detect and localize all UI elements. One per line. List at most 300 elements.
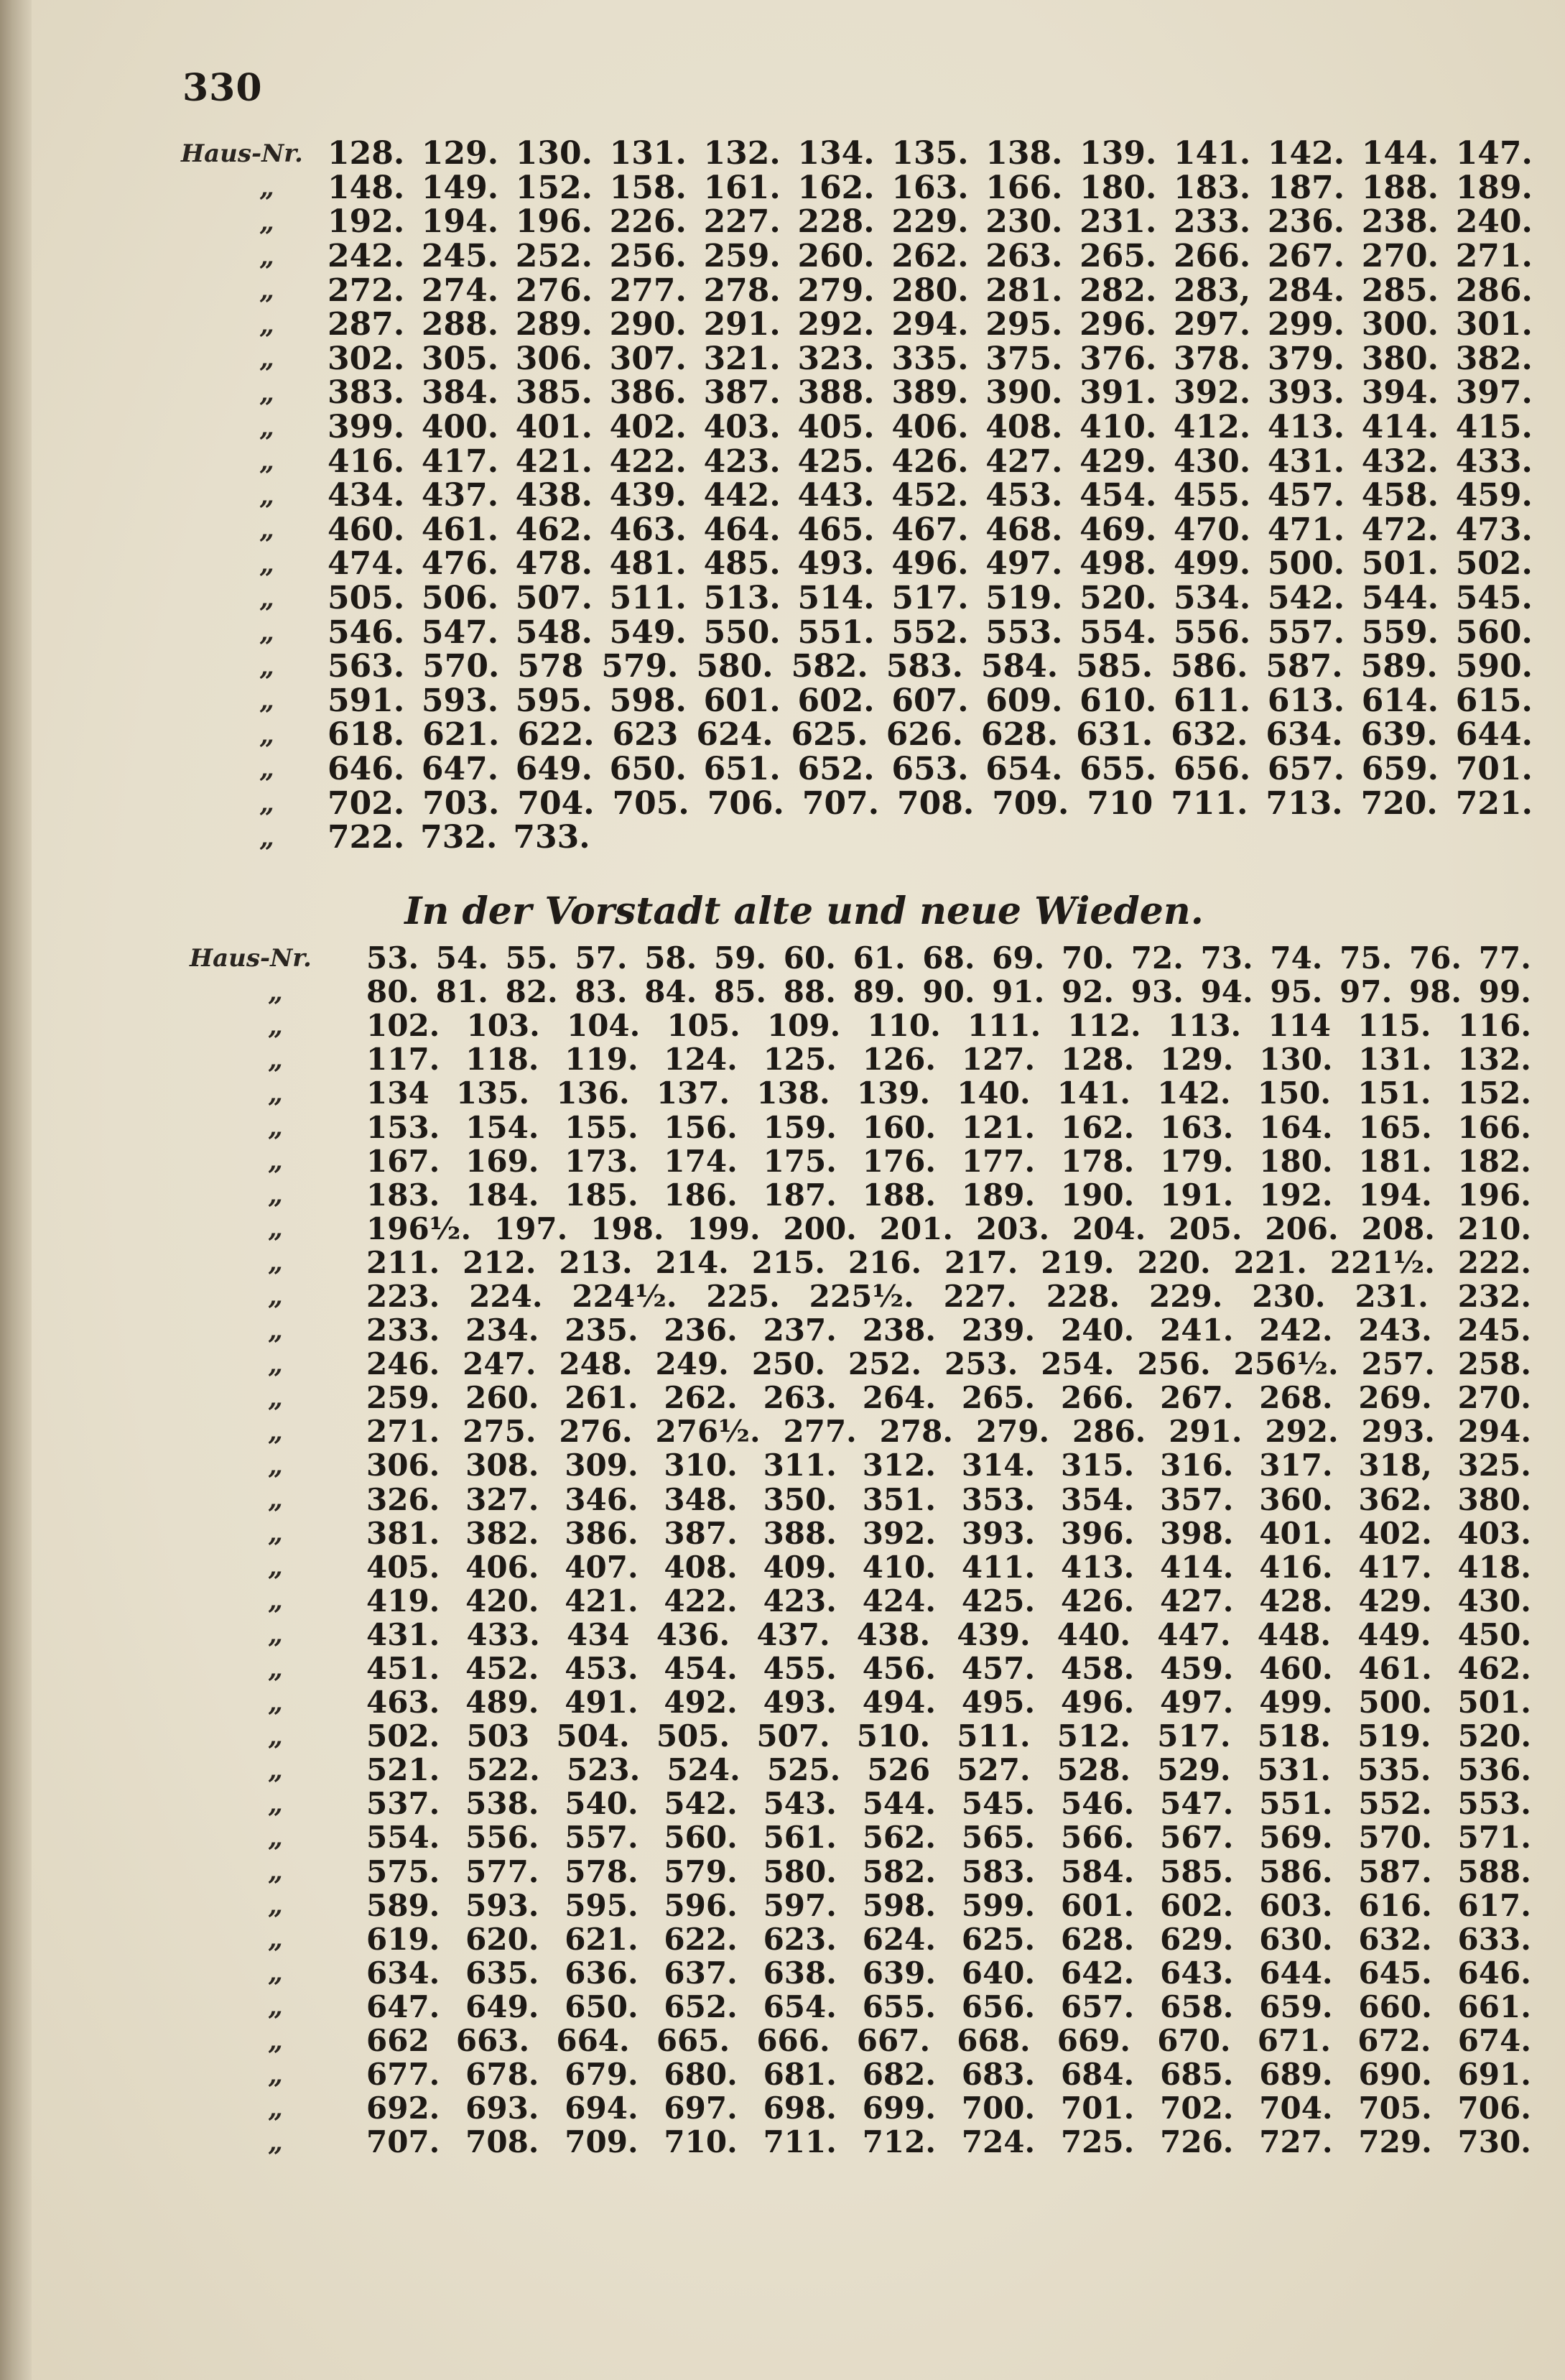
house-number: 442. (703, 477, 781, 514)
house-number: 378. (1174, 340, 1251, 377)
house-number: 434. (328, 477, 405, 514)
house-number: 252. (847, 1346, 922, 1382)
house-number: 285. (1361, 272, 1439, 309)
house-number: 669. (1057, 2023, 1131, 2059)
ditto-mark: „ (268, 2059, 283, 2090)
house-number: 652. (797, 750, 875, 787)
house-number: 632. (1171, 716, 1248, 754)
house-number: 55. (505, 940, 558, 976)
house-number: 72. (1130, 940, 1184, 976)
house-number: 406. (891, 409, 969, 446)
house-number: 683. (961, 2057, 1036, 2093)
house-number: 362. (1358, 1481, 1432, 1517)
house-number: 682. (862, 2057, 936, 2093)
house-number: 420. (465, 1583, 539, 1619)
house-number: 513. (703, 580, 781, 617)
ditto-mark: „ (268, 1856, 283, 1887)
house-number: 236. (664, 1312, 738, 1348)
house-number: 391. (1079, 374, 1157, 412)
house-number: 531. (1257, 1752, 1332, 1788)
row-numbers (366, 2124, 1531, 2159)
house-number: 570. (1358, 1820, 1432, 1856)
house-number: 194. (1358, 1177, 1432, 1213)
house-number: 421. (565, 1583, 638, 1619)
house-number: 185. (565, 1177, 638, 1213)
house-number: 656. (961, 1988, 1036, 2024)
house-number: 211. (366, 1244, 440, 1280)
house-number: 188. (1361, 169, 1439, 206)
house-number: 221. (1233, 1244, 1307, 1280)
house-number: 430. (1174, 443, 1251, 480)
house-number: 160. (862, 1109, 936, 1145)
house-number: 552. (891, 613, 969, 651)
ditto-mark: „ (268, 1754, 283, 1785)
house-number: 637. (664, 1955, 738, 1991)
row-numbers (366, 2023, 1531, 2058)
table-row (0, 1212, 1565, 1246)
row-numbers (366, 1414, 1531, 1449)
ditto-mark: „ (268, 1721, 283, 1751)
house-number: 614. (1361, 682, 1439, 719)
house-number: 412. (1174, 409, 1251, 446)
house-number: 357. (1160, 1481, 1234, 1517)
house-number: 707. (802, 784, 880, 822)
house-number: 580. (696, 648, 774, 685)
ditto-mark: „ (268, 1619, 283, 1650)
row-numbers (328, 545, 1533, 582)
table-row (0, 1009, 1565, 1042)
house-number: 433. (1455, 443, 1533, 480)
ditto-mark: „ (268, 976, 283, 1007)
house-number: 639. (862, 1955, 936, 1991)
house-number: 621. (422, 716, 500, 754)
ditto-mark: „ (268, 1348, 283, 1379)
house-number: 638. (763, 1955, 837, 1991)
house-number: 321. (703, 340, 781, 377)
house-number: 655. (862, 1988, 936, 2024)
house-number: 410. (1079, 409, 1157, 446)
table-row (0, 1448, 1565, 1482)
row-numbers (366, 1888, 1531, 1923)
house-number: 525. (766, 1752, 841, 1788)
house-number: 228. (1046, 1278, 1120, 1314)
house-number: 547. (1160, 1786, 1234, 1822)
row-numbers (366, 1617, 1531, 1652)
house-number: 720. (1360, 784, 1438, 822)
house-number: 144. (1361, 135, 1439, 172)
house-number: 402. (1358, 1515, 1432, 1551)
house-number: 584. (980, 648, 1059, 685)
house-number: 68. (922, 940, 975, 976)
house-number: 427. (1160, 1583, 1234, 1619)
house-number: 469. (1079, 511, 1157, 548)
house-number: 397. (1455, 374, 1533, 412)
house-number: 388. (763, 1515, 837, 1551)
house-number: 656. (1174, 750, 1251, 787)
page-number: 330 (182, 66, 263, 110)
house-number: 277. (609, 272, 687, 309)
ditto-mark: „ (259, 480, 274, 511)
house-number: 505. (328, 580, 405, 617)
table-row (0, 975, 1565, 1009)
house-number: 519. (985, 580, 1063, 617)
ditto-mark: „ (268, 1078, 283, 1108)
table-row (0, 1956, 1565, 1990)
table-row (0, 1110, 1565, 1144)
house-number: 111. (967, 1008, 1041, 1044)
house-number: 551. (797, 613, 875, 651)
house-number: 141. (1174, 135, 1251, 172)
row-numbers (366, 1110, 1531, 1145)
house-number: 164. (1259, 1109, 1333, 1145)
house-number: 596. (664, 1887, 738, 1923)
house-number: 520. (1457, 1718, 1531, 1754)
house-number: 425. (797, 443, 875, 480)
house-number: 152. (515, 169, 593, 206)
house-number: 326. (366, 1481, 440, 1517)
house-number: 289. (515, 306, 593, 343)
house-number: 95. (1270, 974, 1323, 1010)
house-number: 517. (1157, 1718, 1231, 1754)
house-number: 268. (1259, 1380, 1333, 1416)
house-number: 75. (1339, 940, 1393, 976)
house-number: 501. (1457, 1685, 1531, 1721)
house-number: 659. (1259, 1988, 1333, 2024)
house-number: 140. (957, 1075, 1031, 1111)
house-number: 459. (1455, 477, 1533, 514)
table-row (0, 1042, 1565, 1076)
house-number: 536. (1457, 1752, 1531, 1788)
house-number: 225. (706, 1278, 780, 1314)
house-number: 636. (565, 1955, 638, 1991)
house-number: 549. (609, 613, 687, 651)
house-number: 288. (421, 306, 499, 343)
house-number: 725. (1060, 2124, 1135, 2160)
house-number: 654. (763, 1988, 837, 2024)
row-numbers (366, 940, 1531, 976)
house-number: 552. (1358, 1786, 1432, 1822)
house-number: 224½. (572, 1278, 677, 1314)
house-number: 231. (1079, 203, 1157, 241)
table-row (0, 342, 1565, 376)
house-number: 429. (1079, 443, 1157, 480)
house-number: 505. (656, 1718, 730, 1754)
house-number: 591. (328, 682, 405, 719)
house-number: 213. (559, 1244, 633, 1280)
house-number: 408. (985, 409, 1063, 446)
house-number: 585. (1076, 648, 1153, 685)
house-number: 139. (1079, 135, 1157, 172)
house-number: 267. (1160, 1380, 1234, 1416)
house-number-list-1 (0, 136, 1565, 854)
house-number: 232. (1457, 1278, 1531, 1314)
house-number: 282. (1079, 272, 1157, 309)
table-row (0, 1347, 1565, 1381)
house-number: 724. (961, 2124, 1036, 2160)
table-row (0, 239, 1565, 274)
house-number: 335. (891, 340, 969, 377)
house-number: 597. (763, 1887, 837, 1923)
house-number: 428. (1259, 1583, 1333, 1619)
house-number: 559. (1361, 613, 1439, 651)
house-number: 70. (1061, 940, 1115, 976)
house-number: 88. (783, 974, 836, 1010)
house-number: 677. (366, 2057, 440, 2093)
house-number: 586. (1259, 1853, 1333, 1889)
house-number: 245. (1457, 1312, 1531, 1348)
house-number: 665. (656, 2023, 730, 2059)
ditto-mark: „ (268, 1450, 283, 1481)
house-number: 267. (1267, 238, 1345, 275)
house-number: 668. (957, 2023, 1031, 2059)
house-number: 436. (656, 1616, 730, 1652)
ditto-mark: „ (259, 412, 274, 443)
house-number: 463. (366, 1685, 440, 1721)
house-number: 569. (1259, 1820, 1333, 1856)
house-number: 149. (421, 169, 499, 206)
house-number: 129. (1160, 1042, 1234, 1078)
house-number: 534. (1174, 580, 1251, 617)
house-number: 58. (644, 940, 697, 976)
house-number: 474. (328, 545, 405, 583)
house-number: 296. (1079, 306, 1157, 343)
ditto-mark: „ (268, 2025, 283, 2056)
house-number: 418. (1457, 1549, 1531, 1585)
house-number: 201. (879, 1210, 953, 1246)
house-number: 582. (862, 1853, 936, 1889)
house-number: 510. (856, 1718, 931, 1754)
ditto-mark: „ (259, 172, 274, 203)
house-number: 585. (1160, 1853, 1234, 1889)
table-row (0, 2057, 1565, 2091)
ditto-mark: „ (259, 309, 274, 340)
house-number: 684. (1060, 2057, 1135, 2093)
ditto-mark: „ (268, 1416, 283, 1447)
house-number: 83. (575, 974, 628, 1010)
house-number: 236. (1267, 203, 1345, 241)
house-number: 291. (1169, 1414, 1243, 1450)
house-number: 69. (992, 940, 1045, 976)
house-number: 134. (797, 135, 875, 172)
house-number: 386. (565, 1515, 638, 1551)
house-number: 685. (1160, 2057, 1234, 2093)
table-row (0, 1584, 1565, 1618)
house-number: 227. (943, 1278, 1017, 1314)
ditto-mark: „ (259, 788, 274, 819)
row-numbers (366, 1482, 1531, 1517)
house-number: 504. (556, 1718, 630, 1754)
row-numbers (366, 1820, 1531, 1855)
house-number: 210. (1457, 1210, 1531, 1246)
table-row (0, 1414, 1565, 1448)
house-number: 681. (763, 2057, 837, 2093)
house-number: 197. (493, 1210, 568, 1246)
house-number: 264. (862, 1380, 936, 1416)
house-number: 439. (957, 1616, 1031, 1652)
house-number: 376. (1079, 340, 1157, 377)
house-number: 242. (1259, 1312, 1333, 1348)
house-number: 478. (515, 545, 593, 583)
house-number: 73. (1200, 940, 1253, 976)
house-number: 128. (1060, 1042, 1135, 1078)
house-number: 702. (328, 784, 405, 822)
house-number: 230. (985, 203, 1063, 241)
house-number: 134 (366, 1075, 429, 1111)
house-number: 175. (763, 1143, 837, 1179)
house-number: 159. (763, 1109, 837, 1145)
table-row (0, 1279, 1565, 1313)
house-number: 430. (1457, 1583, 1531, 1619)
house-number: 567. (1160, 1820, 1234, 1856)
house-number: 219. (1041, 1244, 1115, 1280)
house-number: 587. (1358, 1853, 1432, 1889)
house-number: 54. (435, 940, 488, 976)
house-number: 310. (664, 1448, 738, 1483)
row-numbers (328, 374, 1533, 411)
house-number: 183. (366, 1177, 440, 1213)
house-number: 222. (1457, 1244, 1531, 1280)
house-number: 399. (328, 409, 405, 446)
house-number: 215. (751, 1244, 825, 1280)
house-number: 609. (985, 682, 1063, 719)
house-number: 229. (1149, 1278, 1223, 1314)
ditto-mark: „ (268, 1146, 283, 1177)
house-number: 526 (867, 1752, 931, 1788)
house-number: 426. (891, 443, 969, 480)
house-number: 699. (862, 2090, 936, 2126)
house-number: 230. (1252, 1278, 1326, 1314)
house-number: 625. (961, 1921, 1036, 1957)
house-number: 537. (366, 1786, 440, 1822)
house-number: 217. (944, 1244, 1018, 1280)
house-number: 128. (328, 135, 405, 172)
house-number: 603. (1259, 1887, 1333, 1923)
house-number: 152. (1457, 1075, 1531, 1111)
house-number: 553. (1457, 1786, 1531, 1822)
house-number: 511. (957, 1718, 1031, 1754)
house-number: 635. (465, 1955, 539, 1991)
house-number: 214. (655, 1244, 729, 1280)
house-number: 729. (1358, 2124, 1432, 2160)
house-number: 400. (421, 409, 499, 446)
house-number: 640. (961, 1955, 1036, 1991)
table-row (0, 1178, 1565, 1212)
table-row (0, 410, 1565, 445)
house-number: 276. (515, 272, 593, 309)
house-number: 173. (565, 1143, 638, 1179)
ditto-mark: „ (259, 343, 274, 374)
house-number: 460. (328, 511, 405, 548)
house-number: 626. (886, 716, 963, 754)
house-number: 709. (565, 2124, 638, 2160)
house-number: 465. (797, 511, 875, 548)
house-number: 632. (1358, 1921, 1432, 1957)
house-number: 657. (1060, 1988, 1135, 2024)
row-numbers (366, 1651, 1531, 1686)
house-number: 203. (975, 1210, 1050, 1246)
house-number: 583. (886, 648, 963, 685)
house-number: 323. (797, 340, 875, 377)
table-row (0, 1550, 1565, 1584)
row-numbers (328, 170, 1533, 206)
house-number: 156. (664, 1109, 738, 1145)
house-number: 269. (1358, 1380, 1432, 1416)
house-number: 132. (703, 135, 781, 172)
ditto-mark: „ (268, 1890, 283, 1921)
house-number: 471. (1267, 511, 1345, 548)
house-number: 227. (703, 203, 781, 241)
house-number: 196½. (366, 1210, 472, 1246)
house-number: 104. (566, 1008, 641, 1044)
house-number: 457. (1267, 477, 1345, 514)
house-number: 308. (465, 1448, 539, 1483)
house-number: 348. (664, 1481, 738, 1517)
house-number: 417. (1358, 1549, 1432, 1585)
house-number: 661. (1457, 1988, 1531, 2024)
table-row (0, 1313, 1565, 1347)
house-number: 278. (879, 1414, 953, 1450)
house-number: 271. (1455, 238, 1533, 275)
house-number: 457. (961, 1651, 1036, 1687)
row-numbers (366, 1685, 1531, 1720)
house-number: 439. (609, 477, 687, 514)
ditto-mark: „ (259, 651, 274, 682)
house-number: 176. (862, 1143, 936, 1179)
house-number: 667. (856, 2023, 931, 2059)
house-number: 162. (1060, 1109, 1135, 1145)
house-number: 535. (1357, 1752, 1431, 1788)
house-number: 473. (1455, 511, 1533, 548)
house-number: 522. (466, 1752, 540, 1788)
house-number: 270. (1457, 1380, 1531, 1416)
house-number: 325. (1457, 1448, 1531, 1483)
table-row (0, 547, 1565, 581)
house-number: 470. (1174, 511, 1251, 548)
house-number: 543. (763, 1786, 837, 1822)
table-row (0, 2091, 1565, 2125)
house-number: 425. (961, 1583, 1036, 1619)
ditto-mark: „ (268, 2126, 283, 2157)
house-number: 59. (713, 940, 767, 976)
house-number: 553. (985, 613, 1063, 651)
house-number: 520. (1079, 580, 1157, 617)
house-number: 437. (421, 477, 499, 514)
house-number: 286. (1072, 1414, 1146, 1450)
row-numbers (366, 2090, 1531, 2126)
house-number: 550. (703, 613, 781, 651)
table-row (0, 1753, 1565, 1787)
house-number: 89. (853, 974, 906, 1010)
house-number: 433. (466, 1616, 540, 1652)
house-number: 521. (366, 1752, 440, 1788)
house-number: 76. (1408, 940, 1462, 976)
house-number: 649. (465, 1988, 539, 2024)
house-number: 187. (763, 1177, 837, 1213)
house-number: 229. (891, 203, 969, 241)
house-number: 398. (1160, 1515, 1234, 1551)
house-number: 351. (862, 1481, 936, 1517)
house-number: 563. (328, 648, 405, 685)
house-number: 694. (565, 2090, 638, 2126)
house-number: 664. (556, 2023, 630, 2059)
house-number: 259. (703, 238, 781, 275)
house-number: 443. (797, 477, 875, 514)
house-number: 423. (703, 443, 781, 480)
house-number: 242. (328, 238, 405, 275)
house-number: 350. (763, 1481, 837, 1517)
house-number: 315. (1060, 1448, 1135, 1483)
house-number: 381. (366, 1515, 440, 1551)
